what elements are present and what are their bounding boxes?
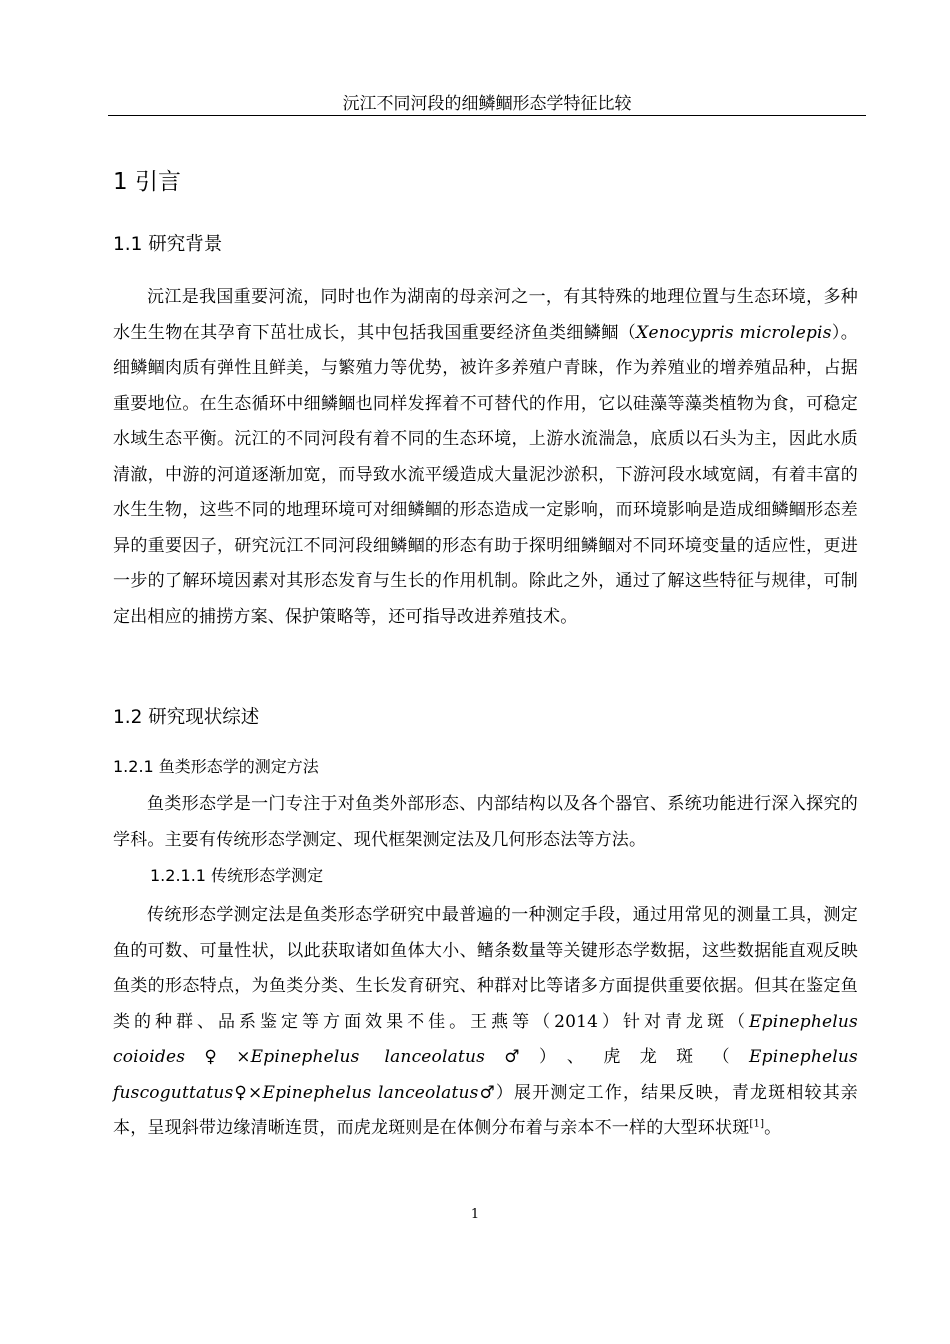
male-symbol: ♂ — [478, 1082, 496, 1103]
paragraph-traditional-morphometrics — [113, 898, 858, 1147]
section-heading-1-2-1-1: 1.2.1.1 传统形态学测定 — [150, 866, 324, 885]
section-heading-1: 1 引言 — [113, 169, 181, 195]
page-number: 1 — [470, 1207, 480, 1222]
section-heading-1-1: 1.1 研究背景 — [113, 234, 223, 255]
section-heading-1-2-1: 1.2.1 鱼类形态学的测定方法 — [113, 757, 319, 776]
paragraph-text: 传统形态学测定法是鱼类形态学研究中最普遍的一种测定手段，通过用常见的测量工具，测定鱼的可数、可量性状，以此获取诸如鱼体大小、鳍条数量等关键形态学数据，这些数据能直观反映鱼类的形态特点，为鱼类分类、生长发育研究、种群对比等诸多方面提供重要依据。但其在鉴定鱼类的种群、品系鉴定等方面效果不佳。王燕等（2014）针对青龙斑（ — [113, 905, 858, 1032]
species-name: Epinephelus coioides — [113, 1011, 858, 1067]
male-symbol: ♂ — [485, 1047, 539, 1067]
cross-symbol: ♀× — [185, 1047, 251, 1067]
species-name: Epinephelus lanceolatus — [250, 1047, 486, 1067]
paragraph-text: ）。细鳞鲴肉质有弹性且鲜美，与繁殖力等优势，被许多养殖户青睐，作为养殖业的增养殖品种，占据重要地位。在生态循环中细鳞鲴也同样发挥着不可替代的作用，它以硅藻等藻类植物为食，可稳定水域生态平衡。沅江的不同河段有着不同的生态环境，上游水流湍急，底质以石头为主，因此水质清澈，中游的河道逐渐加宽，而导致水流平缓造成大量泥沙淤积，下游河段水域宽阔，有着丰富的水生生物，这些不同的地理环境可对细鳞鲴的形态造成一定影响，而环境影响是造成细鳞鲴形态差异的重要因子，研究沅江不同河段细鳞鲴的形态有助于探明细鳞鲴对不同环境变量的适应性，更进一步的了解环境因素对其形态发育与生长的作用机制。除此之外，通过了解这些特征与规律，可制定出相应的捕捞方案、保护策略等，还可指导改进养殖技术。 — [113, 322, 859, 627]
paragraph-text: 沅江是我国重要河流，同时也作为湖南的母亲河之一，有其特殊的地理位置与生态环境，多种水生生物在其孕育下茁壮成长，其中包括我国重要经济鱼类细鳞鲴（ — [113, 287, 858, 343]
header-divider — [108, 115, 866, 116]
paragraph-research-background — [113, 280, 858, 635]
paragraph-text: ）、虎龙斑（ — [538, 1047, 750, 1067]
cross-symbol: ♀× — [233, 1082, 263, 1103]
running-header: 沅江不同河段的细鳞鲴形态学特征比较 — [342, 94, 632, 114]
paragraph-text: ）展开测定工作，结果反映，青龙斑相较其亲本，呈现斜带边缘清晰连贯，而虎龙斑则是在体侧分布着与亲本不一样的大型环状斑 — [113, 1082, 858, 1138]
paragraph-text: 。 — [764, 1118, 782, 1138]
paragraph-morphology-methods: 鱼类形态学是一门专注于对鱼类外部形态、内部结构以及各个器官、系统功能进行深入探究的学科。主要有传统形态学测定、现代框架测定法及几何形态法等方法。 — [113, 794, 858, 850]
citation-reference[interactable]: [1] — [749, 1118, 765, 1130]
species-name: Epinephelus fuscoguttatus — [113, 1047, 858, 1103]
species-name: Epinephelus lanceolatus — [262, 1082, 479, 1103]
species-name: Xenocypris microlepis — [636, 322, 832, 343]
section-heading-1-2: 1.2 研究现状综述 — [113, 707, 260, 728]
